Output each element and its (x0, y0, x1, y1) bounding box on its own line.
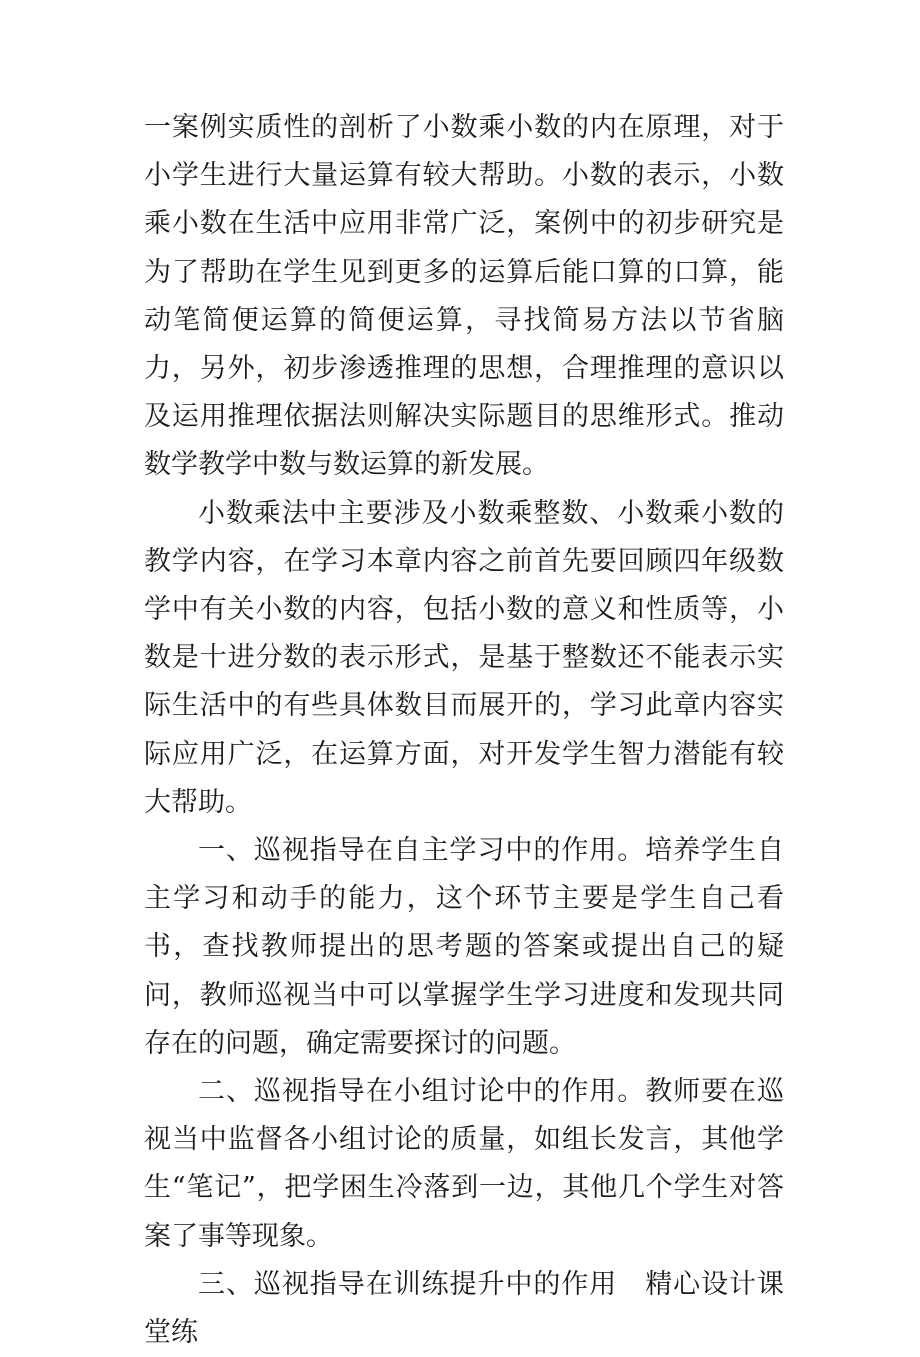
paragraph-self-study: 一、巡视指导在自主学习中的作用。培养学生自主学习和动手的能力，这个环节主要是学生自己看书，查找教师提出的思考题的答案或提出自己的疑问，教师巡视当中可以掌握学生学习进度和发现共同存在的问题，确定需要探讨的问题。 (144, 835, 784, 1059)
paragraph-intro-continued: 一案例实质性的剖析了小数乘小数的内在原理，对于小学生进行大量运算有较大帮助。小数的表示，小数乘小数在生活中应用非常广泛，案例中的初步研究是为了帮助在学生见到更多的运算后能口算的口算，能动笔简便运算的简便运算，寻找简易方法以节省脑力，另外，初步渗透推理的思想，合理推理的意识以及运用推理依据法则解决实际题目的思维形式。推动数学教学中数与数运算的新发展。 (144, 112, 784, 481)
document-body (144, 104, 784, 1357)
paragraph-group-discussion: 二、巡视指导在小组讨论中的作用。教师要在巡视当中监督各小组讨论的质量，如组长发言，其他学生“笔记”，把学困生冷落到一边，其他几个学生对答案了事等现象。 (144, 1076, 784, 1252)
paragraph-training: 三、巡视指导在训练提升中的作用 精心设计课堂练 (144, 1268, 784, 1349)
paragraph-decimal-multiplication: 小数乘法中主要涉及小数乘整数、小数乘小数的教学内容，在学习本章内容之前首先要回顾四年级数学中有关小数的内容，包括小数的意义和性质等，小数是十进分数的表示形式，是基于整数还不能表示实际生活中的有些具体数目而展开的，学习此章内容实际应用广泛，在运算方面，对开发学生智力潜能有较大帮助。 (144, 497, 784, 818)
